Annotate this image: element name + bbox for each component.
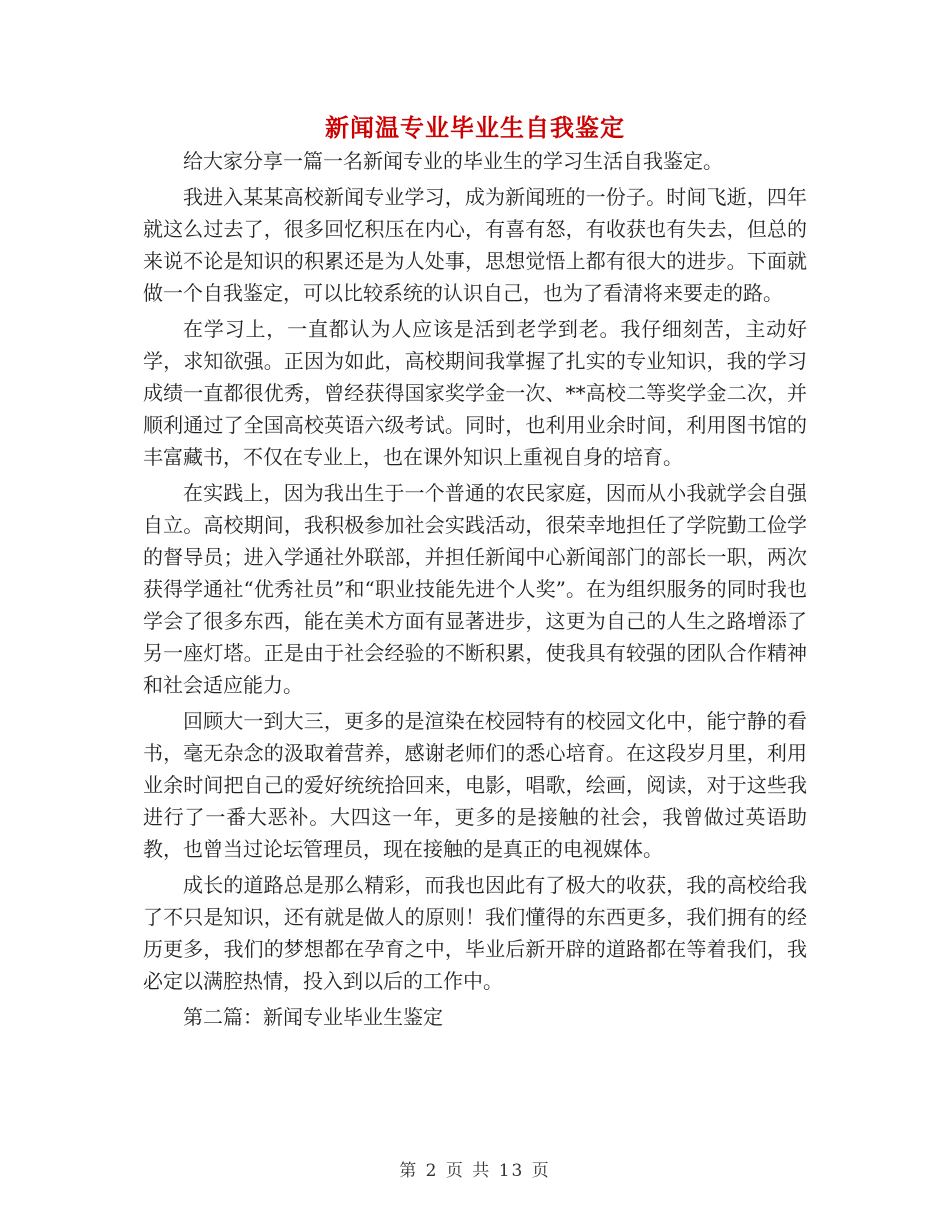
page-footer: 第 2 页 共 13 页 xyxy=(399,1161,551,1181)
paragraph-study: 在学习上，一直都认为人应该是活到老学到老。我仔细刻苦，主动好学，求知欲强。正因为如此，高校期间我掌握了扎实的专业知识，我的学习成绩一直都很优秀，曾经获得国家奖学金一次、**高校二等奖学金二次，并顺利通过了全国高校英语六级考试。同时，也利用业余时间，利用图书馆的丰富藏书，不仅在专业上，也在课外知识上重视自身的培育。 xyxy=(143,317,807,469)
paragraph-review: 回顾大一到大三，更多的是渲染在校园特有的校园文化中，能宁静的看书，毫无杂念的汲取着营养，感谢老师们的悉心培育。在这段岁月里，利用业余时间把自己的爱好统统拾回来，电影，唱歌，绘画，阅读，对于这些我进行了一番大恶补。大四这一年，更多的是接触的社会，我曾做过英语助教，也曾当过论坛管理员，现在接触的是真正的电视媒体。 xyxy=(143,709,807,861)
paragraph-practice: 在实践上，因为我出生于一个普通的农民家庭，因而从小我就学会自强自立。高校期间，我积极参加社会实践活动，很荣幸地担任了学院勤工俭学的督导员；进入学通社外联部，并担任新闻中心新闻部门的部长一职，两次获得学通社“优秀社员”和“职业技能先进个人奖”。在为组织服务的同时我也学会了很多东西，能在美术方面有显著进步，这更为自己的人生之路增添了另一座灯塔。正是由于社会经验的不断积累，使我具有较强的团队合作精神和社会适应能力。 xyxy=(143,481,807,697)
paragraph-growth: 成长的道路总是那么精彩，而我也因此有了极大的收获，我的高校给我了不只是知识，还有就是做人的原则！我们懂得的东西更多，我们拥有的经历更多，我们的梦想都在孕育之中，毕业后新开辟的道路都在等着我们，我必定以满腔热情，投入到以后的工作中。 xyxy=(143,873,807,993)
document-body xyxy=(143,145,807,1037)
paragraph-intro: 给大家分享一篇一名新闻专业的毕业生的学习生活自我鉴定。 xyxy=(183,149,723,173)
paragraph-overview: 我进入某某高校新闻专业学习，成为新闻班的一份子。时间飞逝，四年就这么过去了，很多回忆积压在内心，有喜有怒，有收获也有失去，但总的来说不论是知识的积累还是为人处事，思想觉悟上都有很大的进步。下面就做一个自我鉴定，可以比较系统的认识自己，也为了看清将来要走的路。 xyxy=(143,185,807,305)
document-title: 新闻温专业毕业生自我鉴定 xyxy=(325,113,625,142)
paragraph-second-heading: 第二篇：新闻专业毕业生鉴定 xyxy=(183,1005,443,1029)
